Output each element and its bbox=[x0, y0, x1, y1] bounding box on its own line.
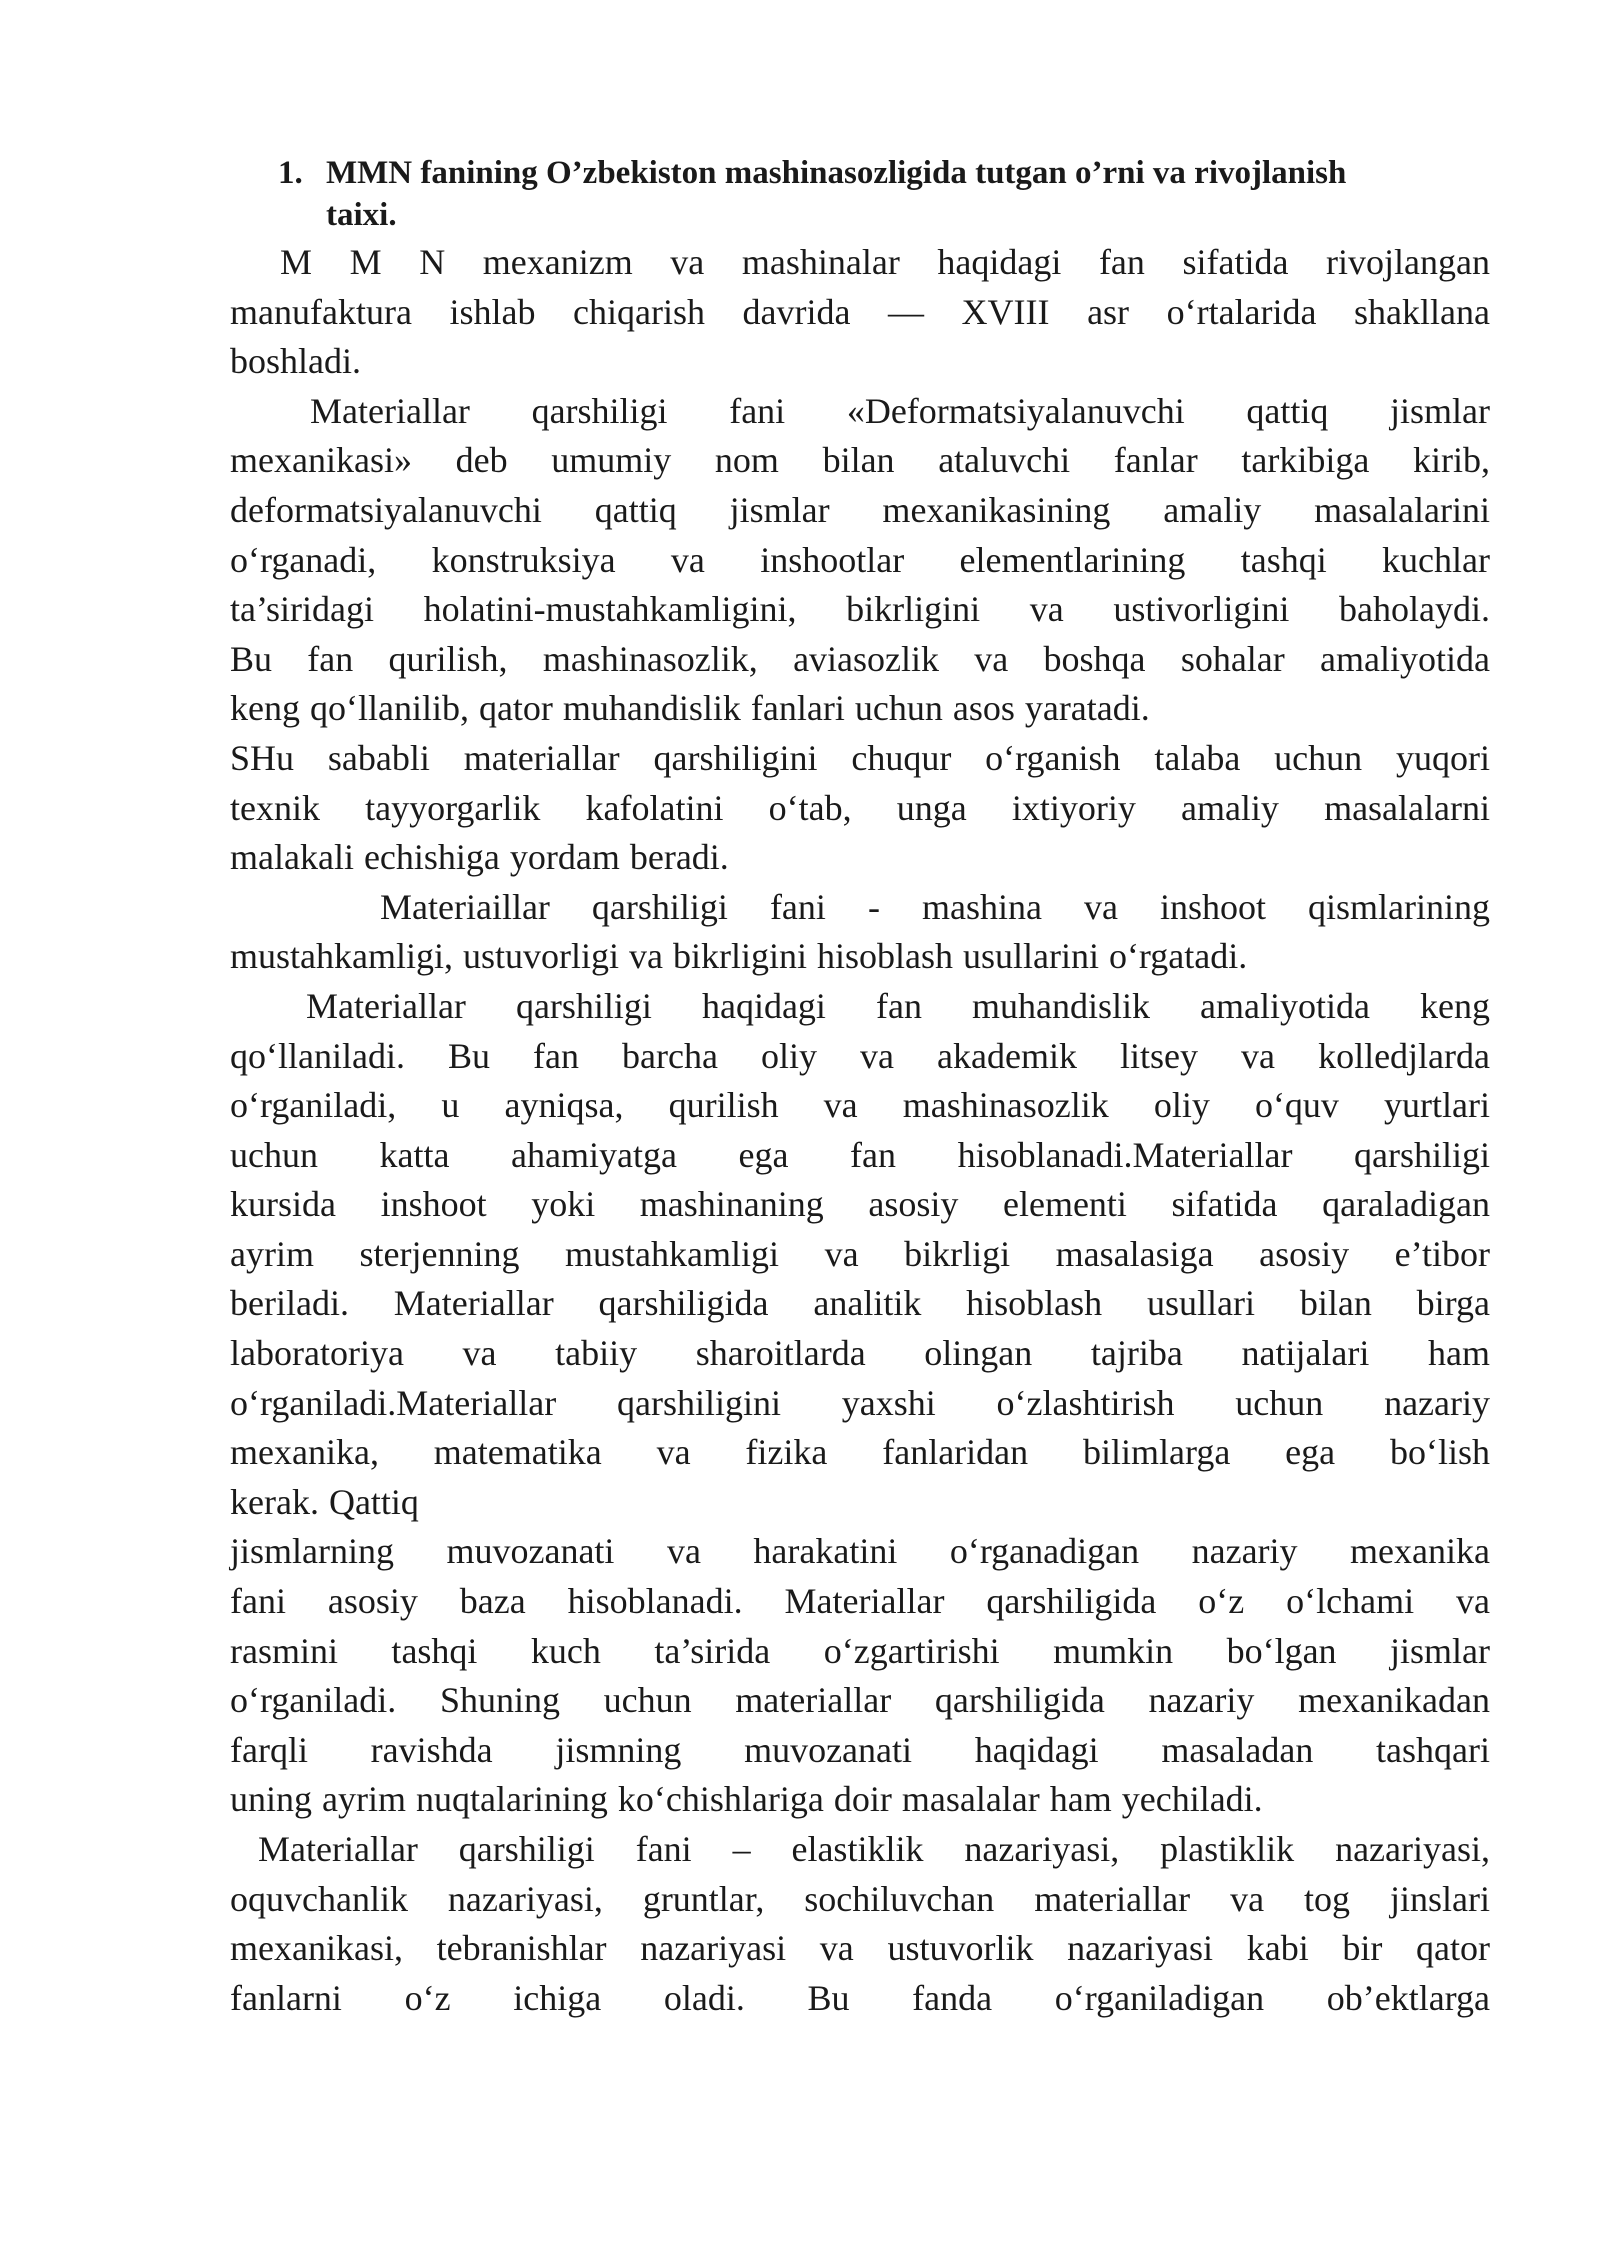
text-line: farqli ravishda jismning muvozanati haqidagi masaladan tashqari bbox=[230, 1729, 1490, 1770]
text-line: kerak. Qattiq bbox=[230, 1481, 419, 1522]
heading-line: taixi. bbox=[326, 197, 397, 233]
heading-title bbox=[326, 152, 1490, 236]
text-line: mexanikasi, tebranishlar nazariyasi va ustuvorlik nazariyasi kabi bir qator bbox=[230, 1928, 1490, 1969]
paragraph bbox=[230, 883, 1490, 982]
text-line: fani asosiy baza hisoblanadi. Materiallar qarshiligida o‘z o‘lchami va bbox=[230, 1581, 1490, 1622]
text-line: beriladi. Materiallar qarshiligida analitik hisoblash usullari bilan birga bbox=[230, 1283, 1490, 1324]
text-line: M M N mexanizm va mashinalar haqidagi fan sifatida rivojlangan bbox=[280, 242, 1490, 282]
paragraph bbox=[230, 387, 1490, 734]
text-line: uning ayrim nuqtalarining ko‘chishlariga doir masalalar ham yechiladi. bbox=[230, 1779, 1263, 1820]
text-line: o‘rganiladi, u ayniqsa, qurilish va mashinasozlik oliy o‘quv yurtlari bbox=[230, 1085, 1490, 1126]
text-line: jismlarning muvozanati va harakatini o‘rganadigan nazariy mexanika bbox=[230, 1531, 1490, 1572]
paragraph bbox=[230, 1825, 1490, 2023]
text-line: mustahkamligi, ustuvorligi va bikrligini hisoblash usullarini o‘rgatadi. bbox=[230, 936, 1248, 977]
text-line: o‘rganiladi. Shuning uchun materiallar qarshiligida nazariy mexanikadan bbox=[230, 1680, 1490, 1721]
section-heading bbox=[278, 152, 1490, 236]
text-line: Materiallar qarshiligi haqidagi fan muhandislik amaliyotida keng bbox=[306, 985, 1490, 1026]
text-line: rasmini tashqi kuch ta’sirida o‘zgartirishi mumkin bo‘lgan jismlar bbox=[230, 1630, 1490, 1671]
text-line: keng qo‘llanilib, qator muhandislik fanlari uchun asos yaratadi. bbox=[230, 688, 1150, 729]
paragraph bbox=[230, 734, 1490, 883]
text-line: oquvchanlik nazariyasi, gruntlar, sochiluvchan materiallar va tog jinslari bbox=[230, 1878, 1490, 1919]
text-line: ta’siridagi holatini-mustahkamligini, bikrligini va ustivorligini baholaydi. bbox=[230, 589, 1490, 630]
text-line: Bu fan qurilish, mashinasozlik, aviasozlik va boshqa sohalar amaliyotida bbox=[230, 638, 1490, 679]
text-line: manufaktura ishlab chiqarish davrida — XVIII asr o‘rtalarida shakllana bbox=[230, 291, 1490, 332]
text-line: qo‘llaniladi. Bu fan barcha oliy va akademik litsey va kolledjlarda bbox=[230, 1035, 1490, 1076]
text-line: kursida inshoot yoki mashinaning asosiy elementi sifatida qaraladigan bbox=[230, 1184, 1490, 1225]
paragraph bbox=[230, 1527, 1490, 1825]
text-line: deformatsiyalanuvchi qattiq jismlar mexanikasining amaliy masalalarini bbox=[230, 489, 1490, 530]
text-line: o‘rganiladi.Materiallar qarshiligini yaxshi o‘zlashtirish uchun nazariy bbox=[230, 1382, 1490, 1423]
paragraph bbox=[230, 238, 1490, 387]
paragraph bbox=[230, 982, 1490, 1528]
text-line: uchun katta ahamiyatga ega fan hisoblanadi.Materiallar qarshiligi bbox=[230, 1134, 1490, 1175]
text-line: Materiallar qarshiligi fani «Deformatsiyalanuvchi qattiq jismlar bbox=[310, 390, 1490, 431]
text-line: fanlarni o‘z ichiga oladi. Bu fanda o‘rganiladigan ob’ektlarga bbox=[230, 1977, 1490, 2018]
text-line: o‘rganadi, konstruksiya va inshootlar elementlarining tashqi kuchlar bbox=[230, 539, 1490, 580]
text-line: mexanikasi» deb umumiy nom bilan ataluvchi fanlar tarkibiga kirib, bbox=[230, 440, 1490, 481]
text-line: boshladi. bbox=[230, 341, 361, 382]
text-line: mexanika, matematika va fizika fanlaridan bilimlarga ega bo‘lish bbox=[230, 1432, 1490, 1473]
text-line: laboratoriya va tabiiy sharoitlarda olingan tajriba natijalari ham bbox=[230, 1333, 1490, 1374]
heading-line: MMN fanining O’zbekiston mashinasozligida tutgan o’rni va rivojlanish bbox=[326, 155, 1347, 191]
text-line: Materiaillar qarshiligi fani - mashina va inshoot qismlarining bbox=[380, 886, 1490, 927]
text-line: SHu sababli materiallar qarshiligini chuqur o‘rganish talaba uchun yuqori bbox=[230, 737, 1490, 778]
text-line: ayrim sterjenning mustahkamligi va bikrligi masalasiga asosiy e’tibor bbox=[230, 1233, 1490, 1274]
text-line: texnik tayyorgarlik kafolatini o‘tab, unga ixtiyoriy amaliy masalalarni bbox=[230, 787, 1490, 828]
text-line: Materiallar qarshiligi fani – elastiklik nazariyasi, plastiklik nazariyasi, bbox=[258, 1829, 1490, 1869]
document-body bbox=[230, 152, 1490, 2023]
heading-number: 1. bbox=[278, 155, 303, 191]
text-line: malakali echishiga yordam beradi. bbox=[230, 837, 729, 878]
